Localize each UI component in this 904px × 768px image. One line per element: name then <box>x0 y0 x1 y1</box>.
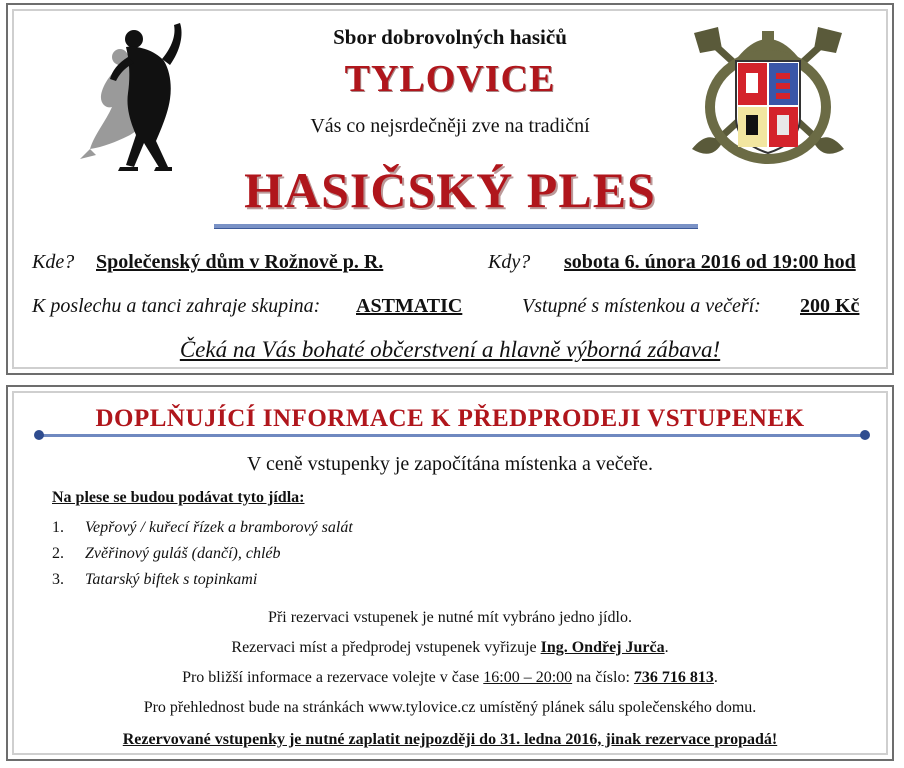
menu-item <box>52 571 257 589</box>
info-panel <box>6 385 894 761</box>
invite-line: Vás co nejsrdečněji zve na tradiční <box>310 115 590 137</box>
menu-item-text: Tatarský biftek s topinkami <box>85 571 258 588</box>
reservation-contact-line <box>8 639 892 657</box>
menu-heading: Na plese se budou podávat tyto jídla: <box>52 489 305 506</box>
menu-item <box>52 545 281 563</box>
organizer-name: Sbor dobrovolných hasičů <box>333 25 567 49</box>
menu-item-text: Vepřový / kuřecí řízek a bramborový salát <box>85 519 353 536</box>
where-value: Společenský dům v Rožnově p. R. <box>96 251 384 273</box>
website-note: Pro přehlednost bude na stránkách www.tylovice.cz umístěný plánek sálu společenského domu. <box>143 699 757 716</box>
info-divider <box>38 434 866 437</box>
reservation-contact-end: . <box>664 639 669 656</box>
menu-item <box>52 519 353 537</box>
info-title: DOPLŇUJÍCÍ INFORMACE K PŘEDPRODEJI VSTUPENEK <box>95 405 805 432</box>
phone-info-end: . <box>713 669 718 686</box>
phone-number: 736 716 813 <box>633 669 714 686</box>
title-divider <box>214 224 698 229</box>
divider-dot-right <box>860 430 870 440</box>
where-label: Kde? <box>32 251 75 273</box>
phone-info-line <box>8 669 892 687</box>
menu-item-text: Zvěřinový guláš (dančí), chléb <box>85 545 281 562</box>
when-value: sobota 6. února 2016 od 19:00 hod <box>564 251 856 273</box>
reservation-contact-text: Rezervaci míst a předprodej vstupenek vyřizuje <box>231 639 541 656</box>
contact-person-name: Ing. Ondřej Jurča <box>540 639 665 656</box>
meal-requirement-note: Při rezervaci vstupenek je nutné mít vybráno jedno jídlo. <box>268 609 632 626</box>
divider-dot-left <box>34 430 44 440</box>
ticket-price-label: Vstupné s místenkou a večeří: <box>522 295 761 317</box>
band-value: ASTMATIC <box>356 295 463 317</box>
event-title: HASIČSKÝ PLES <box>244 162 656 218</box>
town-title: TYLOVICE <box>344 58 556 100</box>
call-time-range: 16:00 – 20:00 <box>483 669 573 686</box>
when-label: Kdy? <box>488 251 531 273</box>
slogan: Čeká na Vás bohaté občerstvení a hlavně výborná zábava! <box>179 337 721 362</box>
menu-item-number: 1. <box>52 519 64 536</box>
ticket-price-value: 200 Kč <box>800 295 860 317</box>
price-note: V ceně vstupenky je započítána místenka a večeře. <box>246 453 654 475</box>
menu-item-number: 2. <box>52 545 64 562</box>
phone-info-text: Pro bližší informace a rezervace volejte v čase <box>182 669 484 686</box>
menu-item-number: 3. <box>52 571 64 588</box>
band-label: K poslechu a tanci zahraje skupina: <box>32 295 321 317</box>
phone-info-mid: na číslo: <box>572 669 634 686</box>
invitation-panel <box>6 3 894 375</box>
payment-deadline-note: Rezervované vstupenky je nutné zaplatit nejpozději do 31. ledna 2016, jinak rezervace propadá! <box>122 731 778 748</box>
